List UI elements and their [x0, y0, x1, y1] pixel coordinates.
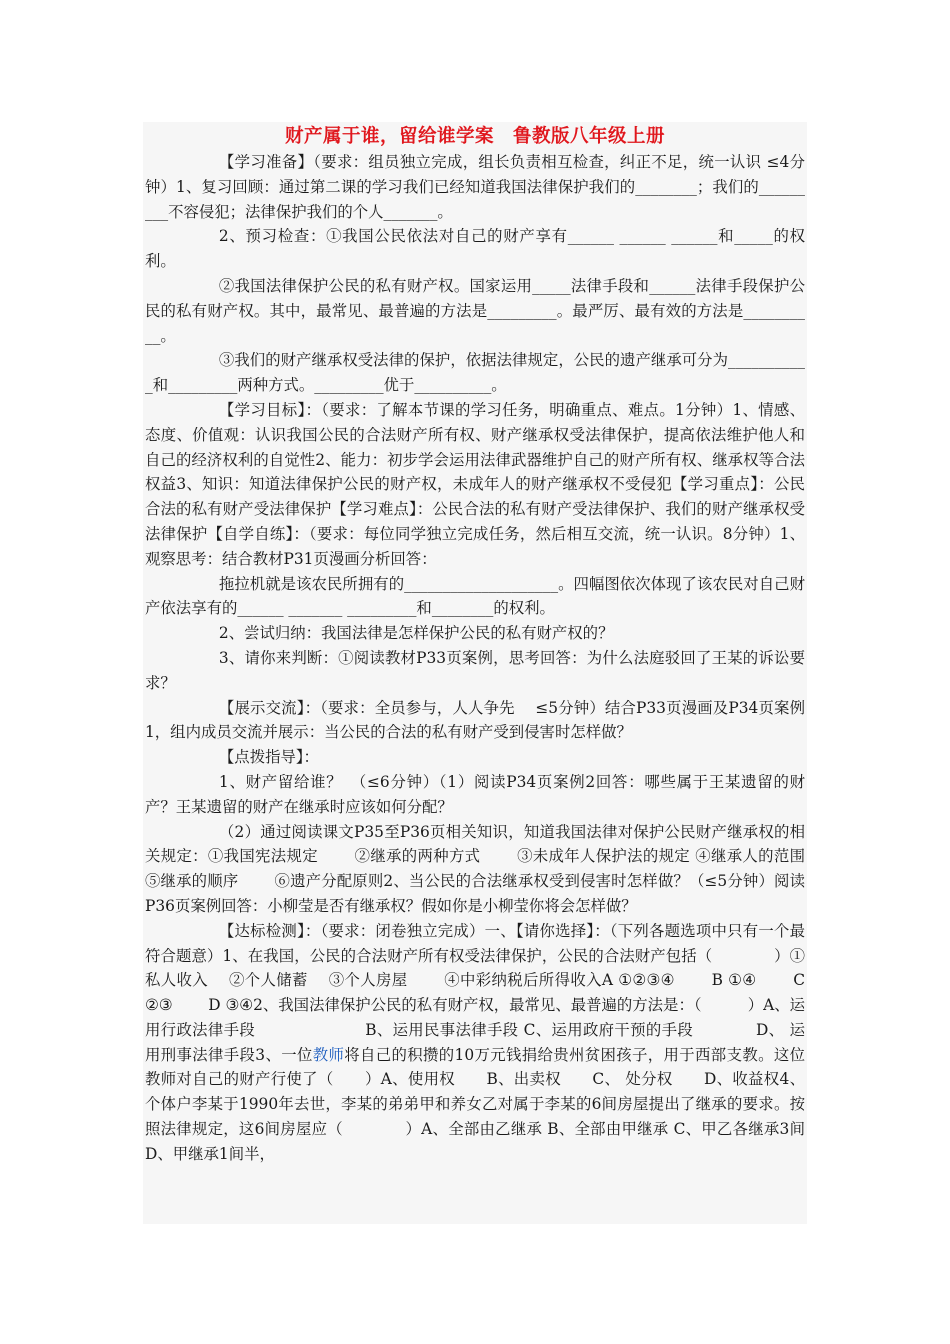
paragraph-who-inherits: 1、财产留给谁？ （≤6分钟）（1）阅读P34页案例2回答：哪些属于王某遗留的财产？王某遗留的财产在继承时应该如何分配？ — [145, 772, 805, 816]
teacher-link[interactable]: 教师 — [312, 1045, 345, 1064]
paragraph-legal-provisions: （2）通过阅读课文P35至P36页相关知识，知道我国法律对保护公民财产继承权的相关规定：①我国宪法规定 ②继承的两种方式 ③未成年人保护法的规定 ④继承人的范围 ⑤继承的顺序 ⑥遗产分配原则2、当公民的合法继承权受到侵害时怎样做？（≤5分钟）阅读P36页案例回答：小柳莹是否有继承权？假如你是小柳莹你将会怎样做？ — [145, 822, 841, 915]
paragraph-assessment — [145, 919, 836, 1167]
document-title: 财产属于谁，留给谁学案 鲁教版八年级上册 — [284, 126, 665, 147]
assessment-text-continued: 将自己的积攒的10万元钱捐给贵州贫困孩子，用于西部支教。这位教师对自己的财产行使了（ ）A、使用权 B、出卖权 C、 处分权 D、收益权4、个体户李某于1990年去世，李某的弟弟甲和养女乙对属于李某的6间房屋提出了继承的要求。按照法律规定，这6间房屋应（ ）A、全部由乙继承 B、全部由甲继承 C、甲乙各继承3间 D、甲继承1间半， — [145, 1045, 836, 1163]
paragraph-inheritance: ③我们的财产继承权受法律的保护，依据法律规定，公民的遗产继承可分为___________和_________两种方式。_________优于__________。 — [145, 351, 805, 395]
paragraph-learning-goals: 【学习目标】：（要求：了解本节课的学习任务，明确重点、难点。1分钟）1、情感、态度、价值观：认识我国公民的合法财产所有权、财产继承权受法律保护，提高依法维护他人和自己的经济权利的自觉性2、能力：初步学会运用法律武器维护自己的财产所有权、继承权等合法权益3、知识：知道法律保护公民的财产权，未成年人的财产继承权不受侵犯【学习重点】：公民合法的私有财产受法律保护【学习难点】：公民合法的私有财产受法律保护、我们的财产继承权受法律保护【自学自练】：（要求：每位同学独立完成任务，然后相互交流，统一认识。8分钟）1、观察思考：结合教材P31页漫画分析回答： — [145, 400, 805, 568]
paragraph-summarize: 2、尝试归纳：我国法律是怎样保护公民的私有财产权的？ — [218, 624, 614, 643]
paragraph-preview-check: 2、预习检查：①我国公民依法对自己的财产享有______ ______ ______和_____的权利。 — [145, 227, 805, 271]
paragraph-private-property: ②我国法律保护公民的私有财产权。国家运用_____法律手段和______法律手段保护公民的私有财产权。其中，最常见、最普遍的方法是_________。最严厉、最有效的方法是__________。 — [145, 276, 805, 345]
paragraph-tractor: 拖拉机就是该农民所拥有的____________________。四幅图依次体现了该农民对自己财产依法享有的______ _______ _________和________的权利。 — [145, 574, 805, 618]
paragraph-exchange: 【展示交流】：（要求：全员参与，人人争先 ≤5分钟）结合P33页漫画及P34页案例1，组内成员交流并展示：当公民的合法的私有财产受到侵害时怎样做？ — [145, 698, 805, 742]
document-page — [143, 122, 841, 1224]
paragraph-preparation: 【学习准备】（要求：组员独立完成，组长负责相互检查，纠正不足，统一认识 ≤4分钟）1、复习回顾：通过第二课的学习我们已经知道我国法律保护我们的________；我们的_________不容侵犯；法律保护我们的个人_______。 — [145, 153, 805, 221]
paragraph-guidance-heading: 【点拨指导】： — [218, 748, 319, 767]
assessment-text: 【达标检测】：（要求：闭卷独立完成）一、【请你选择】：（下列各题选项中只有一个最符合题意）1、在我国，公民的合法财产所有权受法律保护，公民的合法财产包括（ ）①私人收入 ②个人储蓄 ③个人房屋 ④中彩纳税后所得收入A ①②③④ B ①④ C ②③ D ③④2、我国法律保护公民的私有财产权，最常见、最普遍的方法是：（ ）A、运用行政法律手段 B、运用民事法律手段 C、运用政府干预的手段 D、 运用刑事法律手段3、一位 — [145, 921, 805, 1064]
paragraph-judge: 3、请你来判断：①阅读教材P33页案例，思考回答：为什么法庭驳回了王某的诉讼要求？ — [145, 648, 805, 692]
